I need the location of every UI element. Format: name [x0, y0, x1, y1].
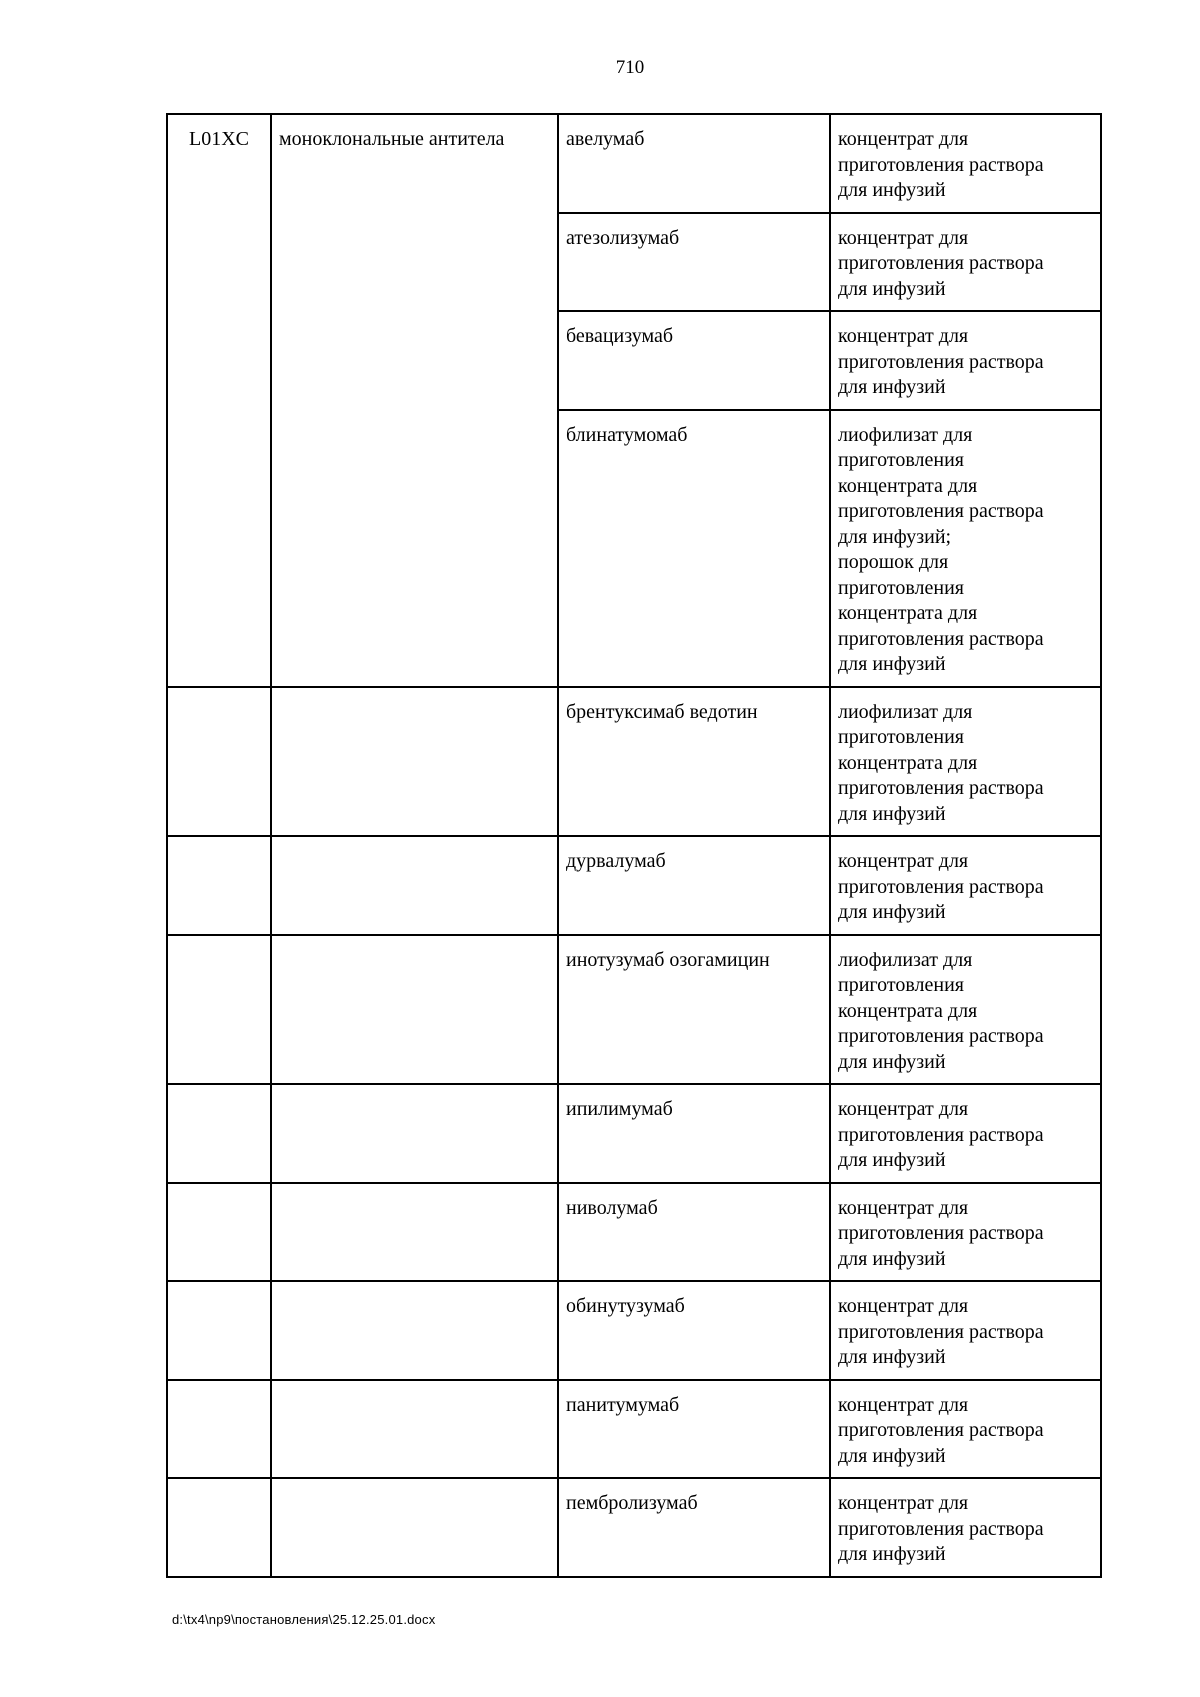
dosage-form-line: концентрат для [838, 1295, 969, 1317]
table-row [167, 1380, 1101, 1479]
dosage-form-line: для инфузий [838, 901, 946, 923]
dosage-form-line: концентрата для [838, 751, 978, 774]
drug-table [166, 113, 1102, 1578]
dosage-form-line: приготовления раствора [838, 153, 1044, 176]
drug-name-cell [558, 213, 830, 312]
group-cell [271, 687, 558, 837]
atc-code-cell [167, 1281, 271, 1380]
drug-name-cell [558, 1478, 830, 1577]
dosage-form-line: для инфузий [838, 277, 946, 300]
group-cell [271, 1183, 558, 1282]
dosage-form-cell [830, 1478, 1101, 1577]
dosage-form-line: приготовления раствора [838, 1025, 1044, 1047]
drug-name-cell [558, 836, 830, 935]
dosage-form-line: приготовления [838, 726, 964, 748]
drug-group: моноклональные антитела [279, 128, 505, 150]
dosage-form-line: приготовления раствора [838, 252, 1044, 274]
dosage-form-line: для инфузий [838, 802, 946, 825]
dosage-form-line: концентрата для [838, 474, 978, 497]
drug-name: инотузумаб озогамицин [566, 948, 770, 971]
dosage-form-line: приготовления раствора [838, 350, 1044, 373]
drug-name-cell [558, 1281, 830, 1380]
table-row [167, 836, 1101, 935]
drug-name-cell [558, 114, 830, 213]
drug-name: атезолизумаб [566, 226, 680, 249]
dosage-form-line: приготовления раствора [838, 1517, 1044, 1540]
group-cell [271, 836, 558, 935]
dosage-form-line: концентрат для [838, 1196, 969, 1219]
table-row [167, 935, 1101, 1085]
dosage-form-line: для инфузий [838, 1543, 946, 1565]
drug-name: брентуксимаб ведотин [566, 700, 758, 723]
dosage-form-line: для инфузий [838, 653, 946, 675]
dosage-form-line: концентрат для [838, 850, 969, 872]
group-cell [271, 1281, 558, 1380]
drug-name-cell [558, 935, 830, 1085]
drug-name: ниволумаб [566, 1196, 658, 1219]
dosage-form-line: приготовления раствора [838, 1320, 1044, 1343]
footer-file-path: d:\tx4\np9\постановления\25.12.25.01.docx [172, 1612, 436, 1627]
dosage-form-line: порошок для [838, 551, 949, 573]
drug-name: обинутузумаб [566, 1295, 685, 1317]
dosage-form-line: концентрата для [838, 999, 978, 1022]
dosage-form-cell [830, 1183, 1101, 1282]
atc-code-cell [167, 1183, 271, 1282]
dosage-form-line: для инфузий [838, 376, 946, 398]
dosage-form-line: для инфузий [838, 1346, 946, 1368]
table-row [167, 1281, 1101, 1380]
dosage-form-line: для инфузий [838, 1050, 946, 1073]
drug-name-cell [558, 311, 830, 410]
dosage-form-cell [830, 213, 1101, 312]
drug-name: панитумумаб [566, 1393, 680, 1416]
dosage-form-line: концентрата для [838, 602, 978, 624]
dosage-form-cell [830, 836, 1101, 935]
drug-name-cell [558, 1183, 830, 1282]
drug-name-cell [558, 1380, 830, 1479]
table-row [167, 1478, 1101, 1577]
drug-name: авелумаб [566, 128, 645, 150]
dosage-form-line: для инфузий; [838, 525, 952, 548]
atc-code-cell [167, 836, 271, 935]
table-row [167, 1084, 1101, 1183]
dosage-form-line: для инфузий [838, 1149, 946, 1171]
dosage-form-line: приготовления раствора [838, 500, 1044, 522]
drug-name: дурвалумаб [566, 850, 666, 872]
drug-name: пембролизумаб [566, 1492, 698, 1514]
group-cell [271, 1478, 558, 1577]
atc-code-cell [167, 1084, 271, 1183]
dosage-form-line: приготовления [838, 449, 964, 471]
dosage-form-line: концентрат для [838, 226, 969, 249]
dosage-form-cell [830, 687, 1101, 837]
page-number: 710 [615, 57, 645, 78]
dosage-form-line: концентрат для [838, 128, 969, 150]
atc-code-cell [167, 935, 271, 1085]
drug-name: ипилимумаб [566, 1098, 673, 1120]
dosage-form-cell [830, 1281, 1101, 1380]
dosage-form-line: приготовления раствора [838, 1123, 1044, 1146]
table-row [167, 687, 1101, 837]
dosage-form-line: лиофилизат для [838, 423, 973, 446]
group-cell [271, 1380, 558, 1479]
drug-name: блинатумомаб [566, 423, 688, 446]
group-cell [271, 114, 558, 687]
dosage-form-line: для инфузий [838, 1444, 946, 1467]
dosage-form-cell [830, 1084, 1101, 1183]
dosage-form-cell [830, 1380, 1101, 1479]
drug-name-cell [558, 410, 830, 687]
atc-code-cell [167, 1380, 271, 1479]
drug-name-cell [558, 687, 830, 837]
dosage-form-line: приготовления [838, 974, 964, 996]
drug-name-cell [558, 1084, 830, 1183]
atc-code: L01XC [189, 128, 249, 150]
atc-code-cell [167, 687, 271, 837]
dosage-form-line: концентрат для [838, 325, 969, 347]
dosage-form-line: для инфузий [838, 1247, 946, 1270]
dosage-form-line: концентрат для [838, 1098, 969, 1120]
group-cell [271, 935, 558, 1085]
drug-name: бевацизумаб [566, 325, 674, 347]
dosage-form-line: концентрат для [838, 1492, 969, 1514]
dosage-form-cell [830, 114, 1101, 213]
dosage-form-line: концентрат для [838, 1393, 969, 1416]
table-row [167, 1183, 1101, 1282]
atc-code-cell [167, 114, 271, 687]
dosage-form-line: лиофилизат для [838, 948, 973, 971]
dosage-form-cell [830, 935, 1101, 1085]
group-cell [271, 1084, 558, 1183]
dosage-form-line: приготовления раствора [838, 875, 1044, 898]
dosage-form-cell [830, 311, 1101, 410]
table-row [167, 114, 1101, 213]
dosage-form-cell [830, 410, 1101, 687]
dosage-form-line: лиофилизат для [838, 700, 973, 723]
dosage-form-line: приготовления раствора [838, 1222, 1044, 1244]
atc-code-cell [167, 1478, 271, 1577]
dosage-form-line: приготовления раствора [838, 1419, 1044, 1441]
dosage-form-line: приготовления раствора [838, 627, 1044, 650]
dosage-form-line: приготовления раствора [838, 777, 1044, 799]
dosage-form-line: приготовления [838, 576, 964, 599]
dosage-form-line: для инфузий [838, 179, 946, 201]
